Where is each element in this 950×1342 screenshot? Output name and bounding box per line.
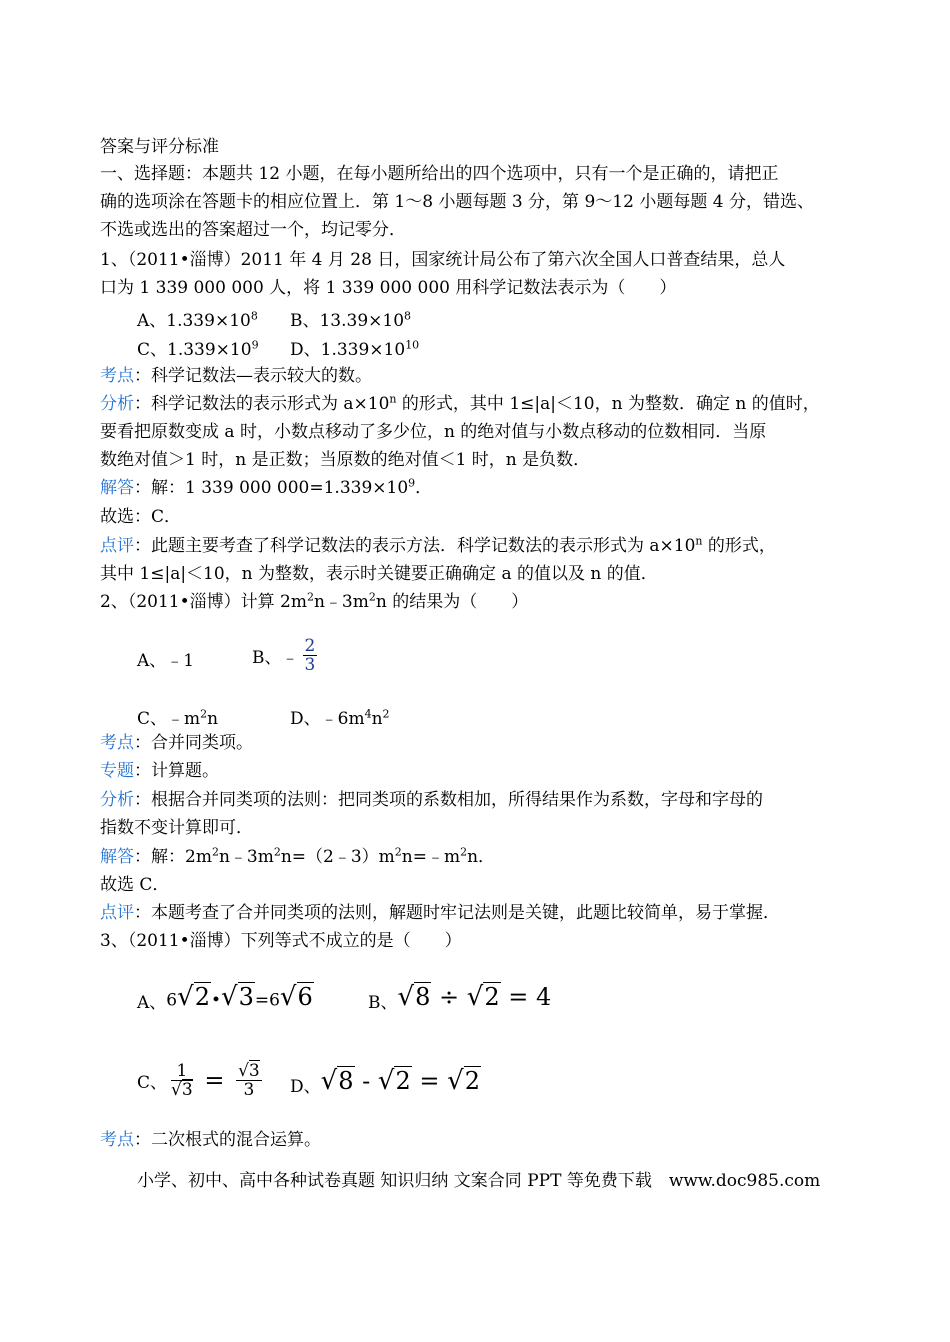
q2-fenxi-line-2: 指数不变计算即可． xyxy=(100,818,253,838)
q1-dianping-line-1: 点评：此题主要考查了科学记数法的表示方法．科学记数法的表示形式为 $a\times 10^n$ 的形式， xyxy=(100,534,776,556)
q3-option-c-fraction-right: $\frac{√3}{3}$ xyxy=(238,1061,260,1100)
q1-option-a: A、$1.339\times 10^8$ xyxy=(137,309,258,331)
q1-kaodian: 考点：科学记数法—表示较大的数。 xyxy=(100,366,372,386)
q1-option-d: D、$1.339\times 10^{10}$ xyxy=(290,338,420,360)
q1-option-c: C、$1.339\times 10^9$ xyxy=(137,338,259,360)
q3-option-a-sqrt-3: √6 xyxy=(279,982,313,1012)
section-instructions-line-1: 一、选择题：本题共 12 小题，在每小题所给出的四个选项中，只有一个是正确的，请把正 xyxy=(100,164,779,184)
q1-fenxi-line-2: 要看把原数变成 a 时，小数点移动了多少位，n 的绝对值与小数点移动的位数相同．当原 xyxy=(100,422,767,442)
q1-dianping-line-2: 其中 1≤|a|＜10，n 为整数，表示时关键要正确确定 a 的值以及 n 的值． xyxy=(100,564,658,584)
q2-dianping: 点评：本题考查了合并同类项的法则，解题时牢记法则是关键，此题比较简单，易于掌握． xyxy=(100,903,780,923)
doc-title: 答案与评分标准 xyxy=(100,137,219,157)
q3-option-d-sqrt-2: √2 xyxy=(377,1066,411,1096)
section-instructions-line-3: 不选或选出的答案超过一个，均记零分． xyxy=(100,220,406,240)
q1-option-b: B、$13.39\times 10^8$ xyxy=(290,309,412,331)
q3-option-d: D、√8 - √2 = √2 xyxy=(290,1066,480,1097)
q2-fenxi-line-1: 分析：根据合并同类项的法则：把同类项的系数相加，所得结果作为系数，字母和字母的 xyxy=(100,790,763,810)
q1-answer: 故选：C． xyxy=(100,507,182,527)
q1-fenxi-line-1: 分析：科学记数法的表示形式为 $a\times 10^n$ 的形式，其中 1≤|a|＜10，n 为整数．确定 n 的值时， xyxy=(100,392,820,414)
q3-option-c: C、 $\frac{1}{√3}$ = $\frac{√3}{3}$ xyxy=(137,1061,260,1100)
section-instructions-line-2: 确的选项涂在答题卡的相应位置上．第 1～8 小题每题 3 分，第 9～12 小题每题 4 分，错选、 xyxy=(100,192,814,212)
q1-jieda: 解答：解：1 339 000 $000=1.339\times 10^9$． xyxy=(100,476,433,498)
q2-kaodian: 考点：合并同类项。 xyxy=(100,733,253,753)
q3-option-a-sqrt-2: √3 xyxy=(221,982,254,1012)
q3-option-b-sqrt-1: √8 xyxy=(397,982,431,1012)
q2-jieda: 解答：解：$2m^2n﹣3m^2n=(2﹣3)m^2n=﹣m^2n$． xyxy=(100,845,496,867)
q2-stem: 2、（2011•淄博）计算 $2m^2n﹣3m^2n$ 的结果为（ ） xyxy=(100,590,529,612)
q2-option-d: D、$﹣6m^4n^2$ xyxy=(290,707,390,729)
q1-stem-line-1: 1、（2011•淄博）2011 年 4 月 28 日，国家统计局公布了第六次全国人口普查结果，总人 xyxy=(100,250,786,270)
q1-fenxi-line-3: 数绝对值＞1 时，n 是正数；当原数的绝对值＜1 时，n 是负数． xyxy=(100,450,591,470)
q3-stem: 3、（2011•淄博）下列等式不成立的是（ ） xyxy=(100,931,462,951)
q3-option-d-sqrt-3: √2 xyxy=(447,1066,480,1096)
q2-zhuanti: 专题：计算题。 xyxy=(100,761,219,781)
q3-kaodian: 考点：二次根式的混合运算。 xyxy=(100,1130,321,1150)
q2-option-c: C、$﹣m^2n$ xyxy=(137,707,219,729)
q3-option-a-sqrt-1: √2 xyxy=(177,982,210,1012)
q3-option-c-fraction-left: $\frac{1}{√3}$ xyxy=(171,1061,193,1100)
q2-option-b-fraction: $\frac{2}{3}$ xyxy=(304,636,316,675)
q2-option-b: B、﹣ $\frac{2}{3}$ xyxy=(252,636,316,675)
q3-option-b-sqrt-2: √2 xyxy=(466,982,500,1012)
q3-option-a: A、6√2•√3=6√6 xyxy=(137,982,313,1013)
q1-stem-line-2: 口为 1 339 000 000 人，将 1 339 000 000 用科学记数法表示为（ ） xyxy=(100,278,677,298)
q2-answer: 故选 C． xyxy=(100,875,170,895)
q3-option-d-sqrt-1: √8 xyxy=(320,1066,354,1096)
q3-option-b: B、√8 ÷ √2 = 4 xyxy=(368,982,552,1013)
page-footer: 小学、初中、高中各种试卷真题 知识归纳 文案合同 PPT 等免费下载 www.doc985.com xyxy=(137,1171,821,1191)
q2-option-a: A、﹣1 xyxy=(137,651,195,671)
